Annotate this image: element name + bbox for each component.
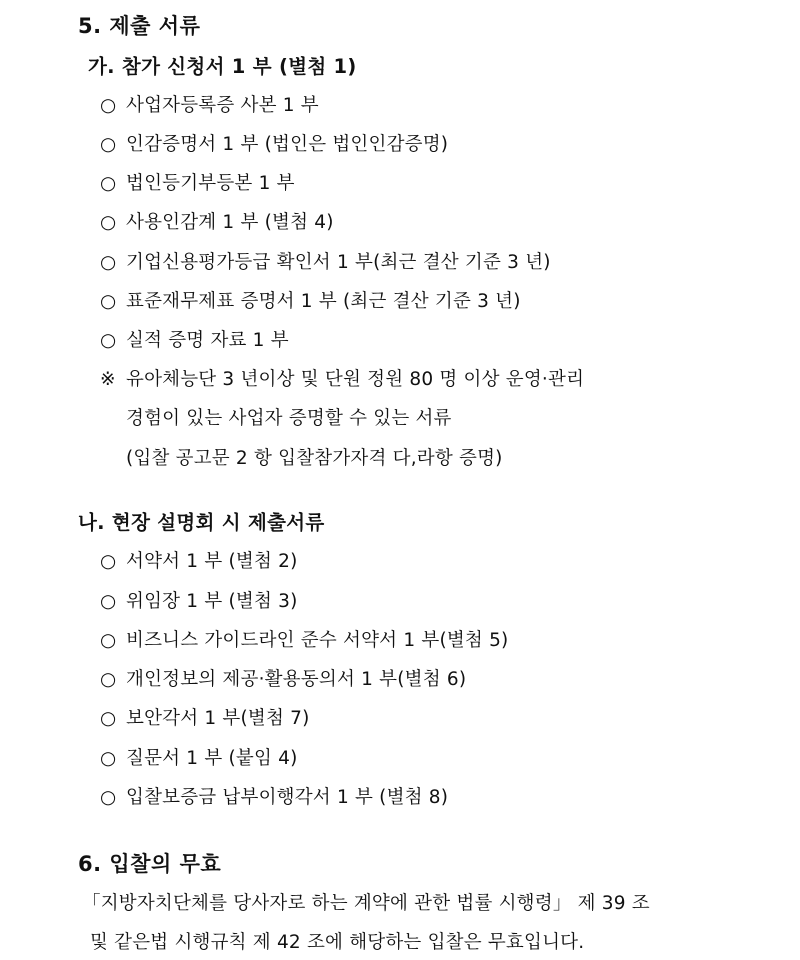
circle-bullet-icon: ○: [100, 330, 117, 351]
circle-bullet-icon: ○: [100, 252, 117, 273]
circle-bullet-icon: ○: [100, 291, 117, 312]
circle-bullet-icon: ○: [100, 787, 117, 808]
circle-bullet-icon: ○: [100, 708, 117, 729]
body-text-line: 및 같은법 시행규칙 제 42 조에 해당하는 입찰은 무효입니다.: [90, 932, 585, 953]
list-item-text: 사용인감계 1 부 (별첨 4): [126, 212, 334, 233]
circle-bullet-icon: ○: [100, 748, 117, 769]
circle-bullet-icon: ○: [100, 173, 117, 194]
circle-bullet-icon: ○: [100, 630, 117, 651]
list-item: [100, 668, 466, 692]
list-item-text: 질문서 1 부 (붙임 4): [126, 748, 298, 769]
list-item-text: 표준재무제표 증명서 1 부 (최근 결산 기준 3 년): [126, 291, 521, 312]
note-line: [100, 368, 584, 392]
list-item-text: 입찰보증금 납부이행각서 1 부 (별첨 8): [126, 787, 449, 808]
list-item: [100, 251, 551, 275]
list-item-text: 개인정보의 제공·활용동의서 1 부(별첨 6): [126, 669, 467, 690]
subsection-ga-title: 가. 참가 신청서 1 부 (별첨 1): [88, 55, 357, 78]
note-line: 경험이 있는 사업자 증명할 수 있는 서류: [126, 408, 452, 429]
circle-bullet-icon: ○: [100, 591, 117, 612]
list-item-text: 법인등기부등본 1 부: [126, 173, 295, 194]
list-item: [100, 550, 298, 574]
list-item-text: 사업자등록증 사본 1 부: [126, 95, 319, 116]
circle-bullet-icon: ○: [100, 212, 117, 233]
note-line: (입찰 공고문 2 항 입찰참가자격 다,라항 증명): [126, 448, 503, 469]
list-item-text: 인감증명서 1 부 (법인은 법인인감증명): [126, 134, 449, 155]
list-item: [100, 290, 521, 314]
list-item: [100, 747, 298, 771]
list-item-text: 보안각서 1 부(별첨 7): [126, 708, 310, 729]
list-item: [100, 629, 508, 653]
circle-bullet-icon: ○: [100, 95, 117, 116]
section-6-title: 6. 입찰의 무효: [78, 852, 222, 876]
list-item-text: 위임장 1 부 (별첨 3): [126, 591, 298, 612]
reference-mark-icon: ※: [100, 369, 116, 390]
list-item-text: 서약서 1 부 (별첨 2): [126, 551, 298, 572]
subsection-na-title: 나. 현장 설명회 시 제출서류: [78, 511, 325, 534]
list-item: [100, 707, 310, 731]
list-item: [100, 329, 289, 353]
list-item: [100, 172, 295, 196]
list-item: [100, 211, 334, 235]
section-5-title: 5. 제출 서류: [78, 14, 201, 38]
list-item: [100, 94, 319, 118]
circle-bullet-icon: ○: [100, 669, 117, 690]
list-item-text: 비즈니스 가이드라인 준수 서약서 1 부(별첨 5): [126, 630, 509, 651]
list-item: [100, 133, 448, 157]
note-text: 유아체능단 3 년이상 및 단원 정원 80 명 이상 운영·관리: [126, 369, 585, 390]
body-text-line: 「지방자치단체를 당사자로 하는 계약에 관한 법률 시행령」 제 39 조: [82, 893, 650, 914]
circle-bullet-icon: ○: [100, 134, 117, 155]
circle-bullet-icon: ○: [100, 551, 117, 572]
list-item: [100, 786, 448, 810]
list-item-text: 기업신용평가등급 확인서 1 부(최근 결산 기준 3 년): [126, 252, 551, 273]
list-item-text: 실적 증명 자료 1 부: [126, 330, 289, 351]
list-item: [100, 590, 298, 614]
